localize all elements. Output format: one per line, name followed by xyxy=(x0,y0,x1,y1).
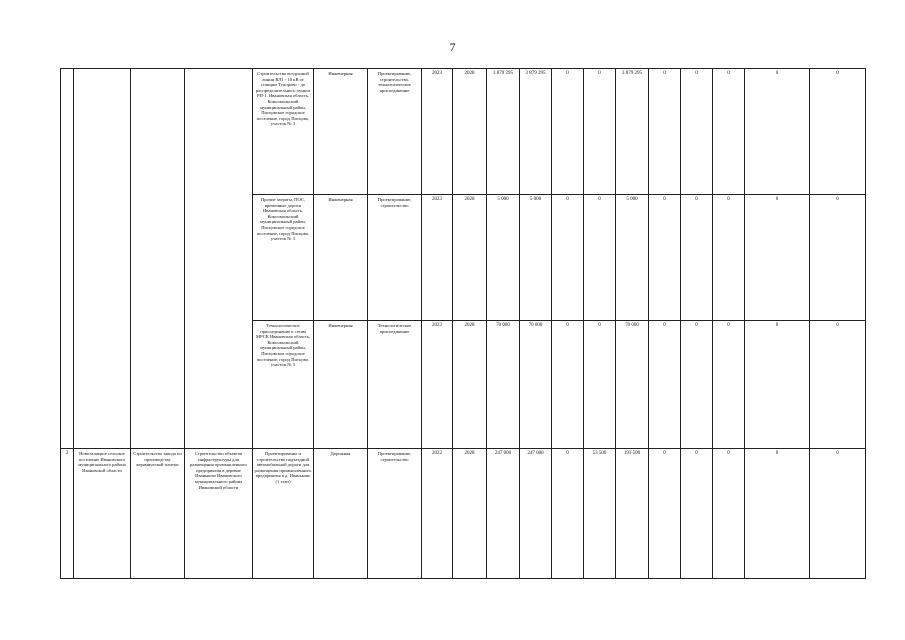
value-cell: 0 xyxy=(810,195,866,321)
value-cell: 5 000 xyxy=(616,195,649,321)
activity-cell: Строительство завода по производству керамической плитки xyxy=(131,449,185,579)
value-cell: 0 xyxy=(745,321,810,449)
type-cell: Инженерная xyxy=(314,195,368,321)
value-cell: 53 500 xyxy=(584,449,616,579)
work-cell: Технологическое присоединение xyxy=(368,321,422,449)
value-cell: 70 000 xyxy=(487,321,520,449)
value-cell: 5 000 xyxy=(520,195,552,321)
page-number: 7 xyxy=(449,40,456,54)
value-cell: 3 879 295 xyxy=(616,69,649,195)
year-start-cell: 2022 xyxy=(422,449,453,579)
value-cell: 0 xyxy=(552,69,584,195)
year-end-cell: 2028 xyxy=(453,69,487,195)
value-cell: 0 xyxy=(810,321,866,449)
value-cell: 3 879 295 xyxy=(487,69,520,195)
table-row xyxy=(61,449,866,579)
value-cell: 0 xyxy=(713,195,745,321)
value-cell: 5 000 xyxy=(487,195,520,321)
value-cell: 0 xyxy=(745,449,810,579)
value-cell: 3 879 295 xyxy=(520,69,552,195)
value-cell: 247 000 xyxy=(487,449,520,579)
value-cell: 0 xyxy=(649,69,681,195)
value-cell: 0 xyxy=(552,449,584,579)
value-cell: 0 xyxy=(649,449,681,579)
settlement-cell: Новоталицкое сельское поселение Ивановского муниципального района Ивановской области xyxy=(74,449,131,579)
value-cell: 0 xyxy=(745,195,810,321)
value-cell: 0 xyxy=(552,321,584,449)
investment-table xyxy=(60,68,866,579)
value-cell: 0 xyxy=(584,195,616,321)
year-end-cell: 2028 xyxy=(453,195,487,321)
value-cell: 247 000 xyxy=(520,449,552,579)
value-cell: 70 000 xyxy=(616,321,649,449)
year-end-cell: 2028 xyxy=(453,321,487,449)
value-cell: 0 xyxy=(713,321,745,449)
index-cell: 3 xyxy=(61,449,74,579)
value-cell: 0 xyxy=(584,321,616,449)
project-cell: Строительство объектов инфраструктуры для размещения промышленного предприятия в деревне Иваньково Ивановского муниципального района Ивановской области xyxy=(185,449,253,579)
table-row xyxy=(61,69,866,195)
project-cell-empty xyxy=(185,69,253,449)
year-start-cell: 2023 xyxy=(422,195,453,321)
year-start-cell: 2023 xyxy=(422,69,453,195)
work-cell: Проектирование, строительство xyxy=(368,195,422,321)
year-start-cell: 2023 xyxy=(422,321,453,449)
value-cell: 70 000 xyxy=(520,321,552,449)
value-cell: 0 xyxy=(681,321,713,449)
value-cell: 0 xyxy=(681,69,713,195)
value-cell: 0 xyxy=(713,449,745,579)
object-cell: Технологическое присоединение к сетям МРСК Ивановская область, Комсомольский муниципальный район, Писцовское городское поселение, город Писцово, участок № 3 xyxy=(253,321,314,449)
settlement-cell-empty xyxy=(74,69,131,449)
object-cell: Проектирование и строительство подъездной автомобильной дороги для размещения промышленного предприятия в д. Иваньково (1 этап) xyxy=(253,449,314,579)
value-cell: 193 500 xyxy=(616,449,649,579)
value-cell: 0 xyxy=(584,69,616,195)
type-cell: Дорожная xyxy=(314,449,368,579)
work-cell: Проектирование, строительство, технологическое присоединение xyxy=(368,69,422,195)
activity-cell-empty xyxy=(131,69,185,449)
type-cell: Инженерная xyxy=(314,69,368,195)
work-cell: Проектирование, строительство xyxy=(368,449,422,579)
value-cell: 0 xyxy=(810,449,866,579)
value-cell: 0 xyxy=(713,69,745,195)
year-end-cell: 2028 xyxy=(453,449,487,579)
value-cell: 0 xyxy=(681,195,713,321)
type-cell: Инженерная xyxy=(314,321,368,449)
value-cell: 0 xyxy=(810,69,866,195)
object-cell: Строительство воздушной линии ВЛ1 - 10 кВ от станции Тупорово - до распределительного пункта РП-1. Ивановская область, Комсомольский муниципальный район, Писцовское городское поселение, город Писцово, участок № 3 xyxy=(253,69,314,195)
value-cell: 0 xyxy=(552,195,584,321)
index-cell-empty xyxy=(61,69,74,449)
object-cell: Прочие затраты, ПОС, временные дороги Ивановская область, Комсомольский муниципальный район, Писцовское городское поселение, город Писцово, участок № 3 xyxy=(253,195,314,321)
value-cell: 0 xyxy=(745,69,810,195)
value-cell: 0 xyxy=(649,195,681,321)
value-cell: 0 xyxy=(681,449,713,579)
value-cell: 0 xyxy=(649,321,681,449)
